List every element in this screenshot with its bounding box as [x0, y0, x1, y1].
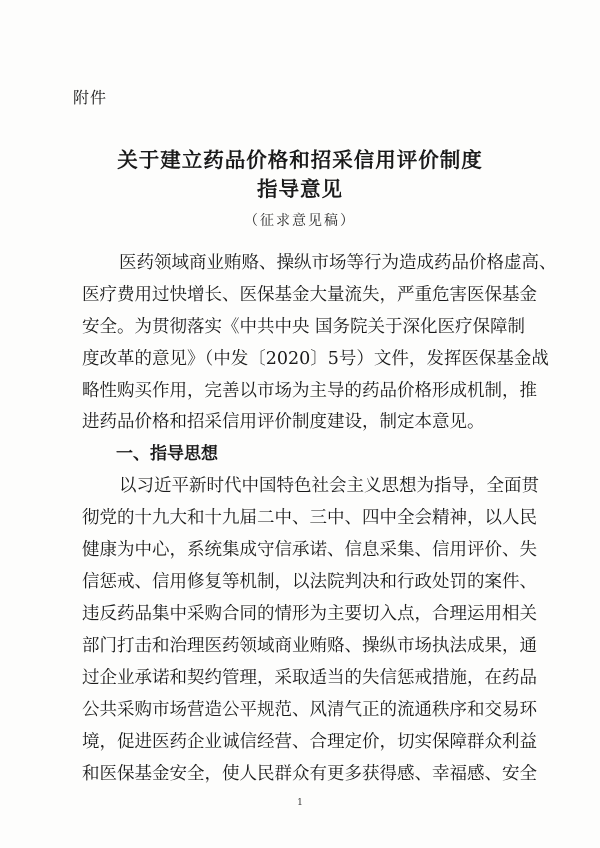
section-line: 公共采购市场营造公平规范、风清气正的流通秩序和交易环: [82, 700, 537, 720]
intro-line: 度改革的意见》（中发〔2020〕5号）文件，发挥医保基金战: [82, 349, 549, 369]
section-line: 信惩戒、信用修复等机制，以法院判决和行政处罚的案件、: [82, 572, 537, 592]
attachment-label: 附件: [73, 88, 108, 107]
section-line: 以习近平新时代中国特色社会主义思想为指导，全面贯: [119, 476, 539, 496]
intro-line: 安全。为贯彻落实《中共中央 国务院关于深化医疗保障制: [82, 317, 526, 337]
intro-line: 略性购买作用，完善以市场为主导的药品价格形成机制，推: [82, 381, 537, 401]
document-title-line-1: 关于建立药品价格和招采信用评价制度: [117, 148, 483, 172]
section-line: 和医保基金安全，使人民群众有更多获得感、幸福感、安全: [82, 764, 537, 784]
section-line: 健康为中心，系统集成守信承诺、信息采集、信用评价、失: [82, 540, 537, 560]
page-number: 1: [297, 798, 303, 808]
intro-line: 进药品价格和招采信用评价制度建设，制定本意见。: [82, 412, 485, 432]
section-line: 境，促进医药企业诚信经营、合理定价，切实保障群众利益: [82, 732, 537, 752]
section-line: 过企业承诺和契约管理，采取适当的失信惩戒措施，在药品: [82, 668, 537, 688]
document-title-line-2: 指导意见: [257, 177, 343, 201]
draft-subtitle: （征求意见稿）: [244, 213, 356, 229]
section-line: 违反药品集中采购合同的情形为主要切入点，合理运用相关: [82, 604, 537, 624]
intro-line: 医药领域商业贿赂、操纵市场等行为造成药品价格虚高、: [119, 253, 557, 273]
intro-line: 医疗费用过快增长、医保基金大量流失，严重危害医保基金: [82, 285, 537, 305]
section-line: 部门打击和治理医药领域商业贿赂、操纵市场执法成果，通: [82, 636, 537, 656]
section-heading: 一、指导思想: [116, 444, 218, 464]
section-line: 彻党的十九大和十九届二中、三中、四中全会精神，以人民: [82, 508, 537, 528]
